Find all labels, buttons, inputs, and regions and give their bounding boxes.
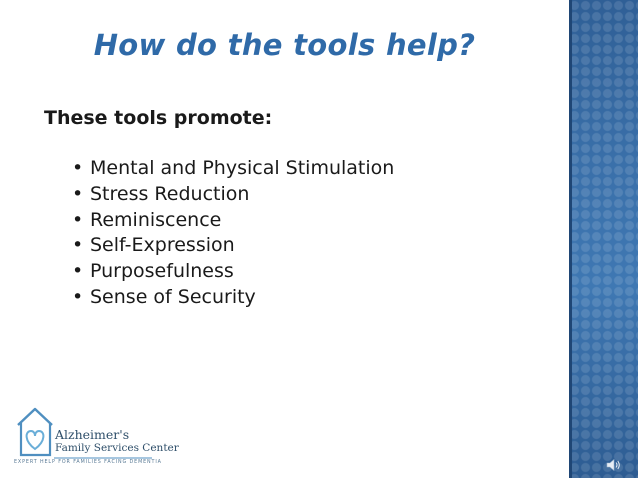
- bullet-item: [72, 208, 394, 234]
- bullet-text: Reminiscence: [90, 208, 222, 231]
- bullet-glyph: •: [72, 234, 84, 257]
- bullet-list: [72, 156, 394, 311]
- slide-title: How do the tools help?: [93, 28, 476, 62]
- bullet-text: Self-Expression: [90, 234, 235, 257]
- intro-text: These tools promote:: [44, 107, 273, 129]
- bullet-glyph: •: [72, 260, 84, 283]
- bullet-glyph: •: [72, 182, 84, 205]
- bullet-item: [72, 233, 394, 259]
- bullet-item: [72, 259, 394, 285]
- speaker-icon[interactable]: [606, 458, 622, 472]
- bullet-item: [72, 182, 394, 208]
- logo-name-line1: Alzheimer's: [55, 427, 130, 442]
- bullet-text: Stress Reduction: [90, 182, 250, 205]
- bullet-text: Sense of Security: [90, 285, 256, 308]
- bullet-text: Mental and Physical Stimulation: [90, 157, 395, 179]
- bullet-item: [72, 156, 394, 182]
- decorative-side-panel: [569, 0, 638, 478]
- logo-name-line2: Family Services Center: [55, 442, 179, 454]
- bullet-text: Purposefulness: [90, 260, 234, 283]
- bullet-glyph: •: [72, 208, 84, 231]
- bullet-glyph: •: [72, 157, 84, 179]
- logo-tagline: EXPERT HELP FOR FAMILIES FACING DEMENTIA: [14, 460, 162, 465]
- bullet-item: [72, 285, 394, 311]
- bullet-glyph: •: [72, 285, 84, 308]
